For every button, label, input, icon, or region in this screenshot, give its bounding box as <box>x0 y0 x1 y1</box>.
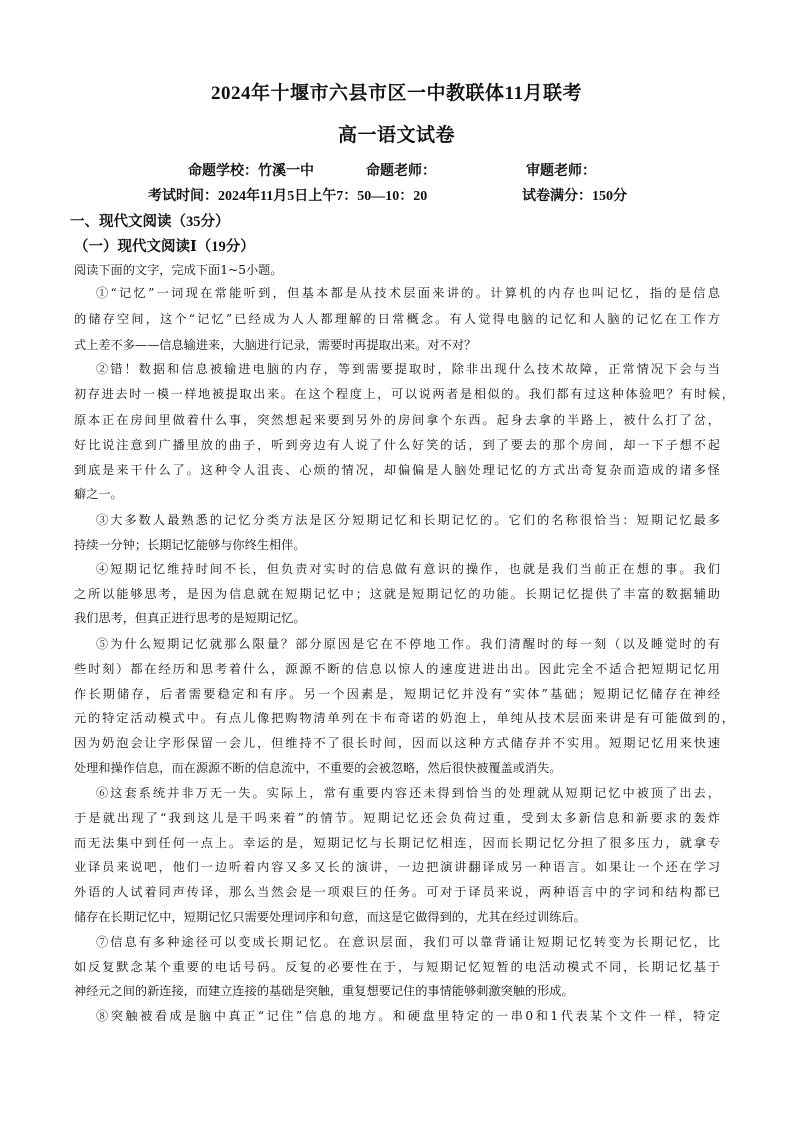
exam-time: 考试时间：2024年11月5日上午7：50—10：20 <box>148 189 428 204</box>
paragraph-7-line-2: 如反复默念某个重要的电话号码。反复的必要性在于，与短期记忆短暂的电活动模式不同，长期记忆基于 <box>74 960 720 974</box>
paragraph-4-line-3: 我们思考，但真正进行思考的是短期记忆。 <box>74 611 306 625</box>
paragraph-2-line-2: 初存进去时一模一样地被提取出来。在这个程度上，可以说两者是相似的。我们都有过这种体验吧？有时候， <box>74 387 734 401</box>
paragraph-5-line-5: 因为奶泡会让字形保留一会儿，但维持不了很长时间，因而以这种方式储存并不实用。短期记忆用来快速 <box>74 736 720 750</box>
paragraph-5-line-3: 作长期储存，后者需要稳定和有序。另一个因素是，短期记忆并没有“实体”基础；短期记忆储存在神经 <box>74 687 720 701</box>
paragraph-2-line-4: 好比说注意到广播里放的曲子，听到旁边有人说了什么好笑的话，到了要去的那个房间，却一下子想不起 <box>74 438 720 452</box>
reviewer-label: 审题老师： <box>526 164 596 179</box>
paragraph-1-line-1: ①“记忆”一词现在常能听到，但基本都是从技术层面来讲的。计算机的内存也叫记忆，指的是信息 <box>96 286 720 300</box>
paragraph-1-line-3: 式上差不多——信息输进来，大脑进行记录，需要时再提取出来。对不对？ <box>74 338 477 352</box>
paragraph-6-line-2: 于是就出现了“我到这儿是干吗来着”的情节。短期记忆还会负荷过重，受到太多新信息和新要求的轰炸 <box>74 811 720 825</box>
section-heading: 一、现代文阅读（35分） <box>70 214 230 230</box>
exam-title: 2024年十堰市六县市区一中教联体11月联考 <box>211 83 582 104</box>
paragraph-2-line-6: 癖之一。 <box>74 487 123 501</box>
paragraph-7-line-1: ⑦信息有多种途径可以变成长期记忆。在意识层面，我们可以靠背诵让短期记忆转变为长期记忆，比 <box>96 935 720 949</box>
paragraph-6-line-3: 而无法集中到任何一点上。幸运的是，短期记忆与长期记忆相连，因而长期记忆分担了很多压力，就拿专 <box>74 836 720 850</box>
subsection-heading: （一）现代文阅读Ⅰ（19分） <box>74 239 255 255</box>
paragraph-1-line-2: 的储存空间，这个“记忆”已经成为人人都理解的日常概念。有人觉得电脑的记忆和人脑的记忆在工作方 <box>74 312 720 326</box>
paragraph-2-line-5: 到底是来干什么了。这种令人沮丧、心烦的情况，却偏偏是人脑处理记忆的方式出奇复杂而造成的诸多怪 <box>74 463 720 477</box>
paragraph-6-line-4: 业译员来说吧，他们一边听着内容又多又长的演讲，一边把演讲翻译成另一种语言。如果让一个还在学习 <box>74 860 720 874</box>
full-score: 试卷满分：150分 <box>522 189 627 204</box>
paragraph-4-line-1: ④短期记忆维持时间不长，但负责对实时的信息做有意识的操作，也就是我们当前正在想的事。我们 <box>96 562 720 576</box>
paragraph-2-line-3: 原本正在房间里做着什么事，突然想起来要到另外的房间拿个东西。起身去拿的半路上，被什么打了岔， <box>74 413 720 427</box>
paragraph-2-line-1: ②错！数据和信息被输进电脑的内存，等到需要提取时，除非出现什么技术故障，正常情况下会与当 <box>96 362 720 376</box>
paragraph-6-line-5: 外语的人试着同声传译，那么当然会是一项艰巨的任务。可对于译员来说，两种语言中的字词和结构都已 <box>74 885 720 899</box>
paragraph-5-line-6: 处理和操作信息，而在源源不断的信息流中，不重要的会被忽略，然后很快被覆盖或消失。 <box>74 761 562 775</box>
paragraph-6-line-6: 储存在长期记忆中，短期记忆只需要处理词序和句意，而这是它做得到的，尤其在经过训练后。 <box>74 910 586 924</box>
paragraph-7-line-3: 神经元之间的新连接，而建立连接的基础是突触，重复想要记住的事情能够刺激突触的形成。 <box>74 984 574 998</box>
paragraph-5-line-4: 元的特定活动模式中。有点儿像把购物清单列在卡布奇诺的奶泡上，单纯从技术层面来讲是有可能做到的， <box>74 711 734 725</box>
paragraph-8-line-1: ⑧突触被看成是脑中真正“记住”信息的地方。和硬盘里特定的一串0和1代表某个文件一样，特定 <box>96 1009 720 1023</box>
paragraph-3-line-1: ③大多数人最熟悉的记忆分类方法是区分短期记忆和长期记忆的。它们的名称很恰当：短期记忆最多 <box>96 513 720 527</box>
school-label: 命题学校：竹溪一中 <box>188 164 314 179</box>
paragraph-5-line-2: 些时刻）都在经历和思考着什么，源源不断的信息以惊人的速度进进出出。因此完全不适合把短期记忆用 <box>74 662 720 676</box>
paragraph-6-line-1: ⑥这套系统并非万无一失。实际上，常有重要内容还未得到恰当的处理就从短期记忆中被顶了出去， <box>96 786 720 800</box>
paragraph-4-line-2: 之所以能够思考，是因为信息就在短期记忆中；这就是短期记忆的功能。长期记忆提供了丰富的数据辅助 <box>74 587 720 601</box>
paragraph-5-line-1: ⑤为什么短期记忆就那么限量？部分原因是它在不停地工作。我们清醒时的每一刻（以及睡觉时的有 <box>96 637 720 651</box>
author-label: 命题老师： <box>366 164 436 179</box>
reading-instruction: 阅读下面的文字，完成下面1~5小题。 <box>74 263 283 277</box>
paper-subtitle: 高一语文试卷 <box>337 125 455 146</box>
paragraph-3-line-2: 持续一分钟；长期记忆能够与你终生相伴。 <box>74 538 306 552</box>
